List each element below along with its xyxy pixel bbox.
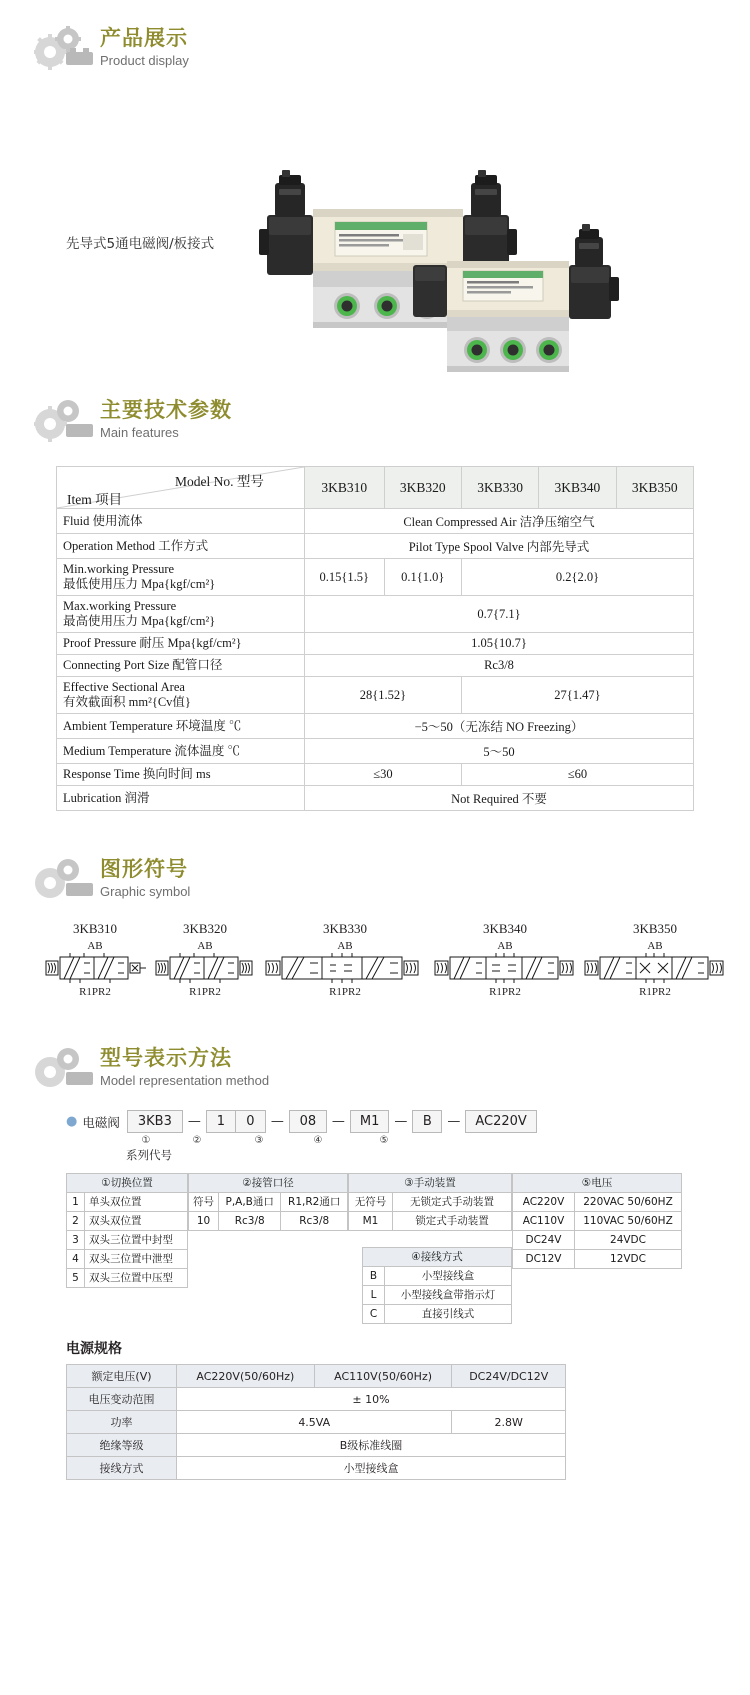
row-value: 小型接线盒	[177, 1457, 566, 1480]
bullet-icon: ●	[66, 1114, 78, 1129]
table-row	[513, 1212, 682, 1231]
table-row	[67, 1193, 188, 1212]
gear-icon	[34, 398, 96, 444]
cell-desc: R1,R2通口	[281, 1193, 348, 1212]
marker-5: ⑤	[379, 1135, 389, 1146]
row-value: 4.5VA	[177, 1411, 452, 1434]
cell-desc: 双头三位置中封型	[85, 1231, 188, 1250]
row-value: 2.8W	[452, 1411, 566, 1434]
solenoid-valve-photo	[235, 167, 635, 392]
row-label: Proof Pressure 耐压 Mpa{kgf/cm²}	[57, 633, 305, 655]
cell-code: 4	[67, 1250, 85, 1269]
table-row	[67, 1212, 188, 1231]
table-corner-cell	[57, 467, 305, 509]
section-header-main-features	[0, 398, 750, 444]
table-row	[67, 1434, 566, 1457]
graphic-symbol-row	[0, 913, 750, 998]
row-value: 0.15{1.5}	[305, 559, 385, 596]
power-header-3: DC24V/DC12V	[452, 1365, 566, 1388]
section-title-en: Product display	[100, 53, 189, 68]
cell-code: AC110V	[513, 1212, 575, 1231]
table-row	[57, 534, 694, 559]
section-title-en: Graphic symbol	[100, 884, 191, 899]
option-table-switch-position	[66, 1173, 188, 1288]
row-value: B级标准线圈	[177, 1434, 566, 1457]
option-col-port-size	[188, 1173, 348, 1231]
table-row	[513, 1250, 682, 1269]
dash-separator: —	[270, 1114, 284, 1129]
marker-3: ③	[254, 1135, 264, 1146]
table-row	[67, 1231, 188, 1250]
cell-code: 2	[67, 1212, 85, 1231]
table-row	[57, 764, 694, 786]
cell-desc: 双头三位置中压型	[85, 1269, 188, 1288]
section-title-cn: 产品展示	[100, 26, 188, 50]
table-header-row	[67, 1174, 188, 1193]
table-row	[57, 655, 694, 677]
cell-code: 3	[67, 1231, 85, 1250]
row-value: Pilot Type Spool Valve 内部先导式	[305, 534, 694, 559]
symbol-model-name: 3KB350	[632, 921, 678, 936]
code-part-2: 0	[236, 1110, 266, 1133]
cell-code: L	[363, 1286, 385, 1305]
symbol-model-name: 3KB340	[482, 921, 528, 936]
gear-icon	[34, 857, 96, 903]
row-label: Connecting Port Size 配管口径	[57, 655, 305, 677]
table-row	[67, 1411, 566, 1434]
dash-separator: —	[331, 1114, 345, 1129]
corner-item-label: Item 项目	[67, 492, 123, 507]
row-value: 5～50	[305, 739, 694, 764]
gear-decoration-icon	[34, 398, 96, 444]
cell-code: DC24V	[513, 1231, 575, 1250]
symbol-port-bottom: R1PR2	[329, 986, 361, 998]
code-part-5: B	[412, 1110, 442, 1133]
cell-code: 符号	[189, 1193, 219, 1212]
model-code-area	[0, 1110, 750, 1480]
section-header-product-display	[0, 26, 750, 72]
row-label: 绝缘等级	[67, 1434, 177, 1457]
symbol-diagram-3kb320	[150, 953, 260, 985]
symbol-port-top: AB	[497, 940, 513, 952]
symbol-port-bottom: R1PR2	[489, 986, 521, 998]
model-header-1: 3KB320	[384, 467, 461, 509]
row-value: −5～50（无冻结 NO Freezing）	[305, 714, 694, 739]
table-row	[363, 1305, 512, 1324]
table-row	[67, 1269, 188, 1288]
gear-decoration-icon	[34, 26, 96, 72]
option-col-manual	[348, 1173, 512, 1324]
symbol-model-name: 3KB310	[72, 921, 118, 936]
option-table-port-size	[188, 1173, 348, 1231]
gear-icon	[34, 1046, 96, 1092]
product-display-area	[0, 72, 750, 372]
cell-code: 10	[189, 1212, 219, 1231]
section-header-graphic-symbol	[0, 857, 750, 903]
spec-table-wrapper	[0, 466, 750, 811]
power-header-2: AC110V(50/60Hz)	[314, 1365, 452, 1388]
row-value: 28{1.52}	[305, 677, 462, 714]
row-label: 功率	[67, 1411, 177, 1434]
row-value: 27{1.47}	[461, 677, 693, 714]
symbol-port-top: AB	[87, 940, 103, 952]
specification-table	[56, 466, 694, 811]
model-header-3: 3KB340	[539, 467, 616, 509]
section-title-en: Model representation method	[100, 1073, 270, 1088]
symbol-port-top: AB	[337, 940, 353, 952]
row-label-cn: 有效截面积 mm²{Cv值}	[63, 695, 191, 709]
symbol-port-bottom: R1PR2	[79, 986, 111, 998]
cell-code: DC12V	[513, 1250, 575, 1269]
gear-decoration-icon	[34, 1046, 96, 1092]
cell-desc: 双头双位置	[85, 1212, 188, 1231]
marker-2: ②	[192, 1135, 202, 1146]
table-row	[349, 1193, 512, 1212]
power-header-0: 额定电压(V)	[67, 1365, 177, 1388]
symbol-port-bottom: R1PR2	[189, 986, 221, 998]
table-row	[67, 1388, 566, 1411]
option-header: ②接管口径	[189, 1174, 348, 1193]
row-label: Response Time 换向时间 ms	[57, 764, 305, 786]
option-header: ①切换位置	[67, 1174, 188, 1193]
symbol-diagram-3kb350	[580, 953, 730, 985]
option-table-voltage	[512, 1173, 682, 1269]
symbol-item	[260, 921, 430, 998]
cell-desc: 直接引线式	[385, 1305, 512, 1324]
option-tables-row	[66, 1173, 684, 1324]
cell-code: B	[363, 1267, 385, 1286]
row-label	[57, 596, 305, 633]
section-title-cn: 主要技术参数	[100, 398, 232, 422]
code-base-box: 3KB3	[127, 1110, 183, 1133]
table-row	[513, 1231, 682, 1250]
code-part-3: 08	[289, 1110, 327, 1133]
row-label-en: Min.working Pressure	[63, 562, 175, 576]
row-label-en: Max.working Pressure	[63, 599, 177, 613]
cell-desc: 锁定式手动装置	[393, 1212, 512, 1231]
dash-separator: —	[447, 1114, 461, 1129]
option-header: ⑤电压	[513, 1174, 682, 1193]
product-caption: 先导式5通电磁阀/板接式	[66, 236, 215, 252]
symbol-port-bottom: R1PR2	[639, 986, 671, 998]
symbol-item	[580, 921, 730, 998]
datasheet-page	[0, 26, 750, 1520]
code-part-6: AC220V	[465, 1110, 536, 1133]
symbol-diagram-3kb330	[260, 953, 430, 985]
symbol-port-top: AB	[197, 940, 213, 952]
symbol-model-name: 3KB320	[182, 921, 228, 936]
row-label: 电压变动范围	[67, 1388, 177, 1411]
cell-code: M1	[349, 1212, 393, 1231]
cell-desc: 110VAC 50/60HZ	[575, 1212, 682, 1231]
row-label: 接线方式	[67, 1457, 177, 1480]
series-code-note: 系列代号	[126, 1148, 172, 1162]
row-value: 0.1{1.0}	[384, 559, 461, 596]
symbol-item	[40, 921, 150, 998]
model-header-2: 3KB330	[461, 467, 538, 509]
marker-4: ④	[313, 1135, 323, 1146]
table-header-row	[513, 1174, 682, 1193]
table-header-row	[57, 467, 694, 509]
cell-desc: 双头三位置中泄型	[85, 1250, 188, 1269]
cell-code: 1	[67, 1193, 85, 1212]
gear-decoration-icon	[34, 857, 96, 903]
row-value: ≤60	[461, 764, 693, 786]
option-table-manual	[348, 1173, 512, 1231]
row-label: Ambient Temperature 环境温度 ℃	[57, 714, 305, 739]
row-value: 0.2{2.0}	[461, 559, 693, 596]
cell-desc: 小型接线盒带指示灯	[385, 1286, 512, 1305]
table-row	[57, 559, 694, 596]
row-label: Medium Temperature 流体温度 ℃	[57, 739, 305, 764]
row-label-cn: 最低使用压力 Mpa{kgf/cm²}	[63, 577, 216, 591]
section-title-en: Main features	[100, 425, 179, 440]
section-title-cn: 型号表示方法	[100, 1046, 232, 1070]
row-label-cn: 最高使用压力 Mpa{kgf/cm²}	[63, 614, 216, 628]
option-header: ③手动装置	[349, 1174, 512, 1193]
section-header-model-representation	[0, 1046, 750, 1092]
row-value: 1.05{10.7}	[305, 633, 694, 655]
dash-separator: —	[394, 1114, 408, 1129]
table-header-row	[67, 1365, 566, 1388]
table-header-row	[189, 1174, 348, 1193]
model-header-4: 3KB350	[616, 467, 693, 509]
cell-desc: 无锁定式手动装置	[393, 1193, 512, 1212]
code-part-4: M1	[350, 1110, 390, 1133]
cell-code: 无符号	[349, 1193, 393, 1212]
table-row	[57, 714, 694, 739]
symbol-item	[430, 921, 580, 998]
cell-desc: 220VAC 50/60HZ	[575, 1193, 682, 1212]
dash-separator: —	[187, 1114, 201, 1129]
corner-model-label: Model No. 型号	[175, 474, 264, 489]
cell-code: 5	[67, 1269, 85, 1288]
table-row	[57, 739, 694, 764]
model-code-label: 电磁阀	[82, 1114, 120, 1130]
table-row	[57, 509, 694, 534]
cell-code: C	[363, 1305, 385, 1324]
model-header-0: 3KB310	[305, 467, 385, 509]
cell-desc: 24VDC	[575, 1231, 682, 1250]
row-value: 0.7{7.1}	[305, 596, 694, 633]
table-row	[513, 1193, 682, 1212]
table-header-row	[349, 1174, 512, 1193]
row-label: Fluid 使用流体	[57, 509, 305, 534]
symbol-port-top: AB	[647, 940, 663, 952]
cell-desc: 单头双位置	[85, 1193, 188, 1212]
table-row	[189, 1193, 348, 1212]
row-value: Clean Compressed Air 洁净压缩空气	[305, 509, 694, 534]
row-label	[57, 559, 305, 596]
symbol-item	[150, 921, 260, 998]
gear-icon	[34, 26, 96, 72]
cell-desc: Rc3/8	[219, 1212, 281, 1231]
row-label: Lubrication 润滑	[57, 786, 305, 811]
table-row	[67, 1457, 566, 1480]
row-value: ≤30	[305, 764, 462, 786]
row-value: ± 10%	[177, 1388, 566, 1411]
table-row	[57, 596, 694, 633]
power-spec-title: 电源规格	[66, 1341, 122, 1357]
table-row	[363, 1286, 512, 1305]
table-row	[363, 1267, 512, 1286]
row-label: Operation Method 工作方式	[57, 534, 305, 559]
table-row	[57, 786, 694, 811]
code-part-1: 1	[206, 1110, 236, 1133]
row-value: Not Required 不要	[305, 786, 694, 811]
power-header-1: AC220V(50/60Hz)	[177, 1365, 315, 1388]
cell-desc: 12VDC	[575, 1250, 682, 1269]
symbol-model-name: 3KB330	[322, 921, 368, 936]
table-row	[349, 1212, 512, 1231]
model-code-row	[66, 1110, 684, 1133]
table-header-row	[363, 1248, 512, 1267]
cell-desc: Rc3/8	[281, 1212, 348, 1231]
power-spec-table	[66, 1364, 566, 1480]
row-value: Rc3/8	[305, 655, 694, 677]
cell-desc: 小型接线盒	[385, 1267, 512, 1286]
row-label	[57, 677, 305, 714]
option-header: ④接线方式	[363, 1248, 512, 1267]
symbol-diagram-3kb310	[40, 953, 150, 985]
row-label-en: Effective Sectional Area	[63, 680, 185, 694]
model-code-markers	[66, 1135, 684, 1146]
cell-code: AC220V	[513, 1193, 575, 1212]
table-row	[57, 677, 694, 714]
table-row	[67, 1250, 188, 1269]
cell-desc: P,A,B通口	[219, 1193, 281, 1212]
section-title-cn: 图形符号	[100, 857, 188, 881]
marker-1: ①	[141, 1135, 151, 1146]
table-row	[189, 1212, 348, 1231]
option-table-wiring	[362, 1247, 512, 1324]
table-row	[57, 633, 694, 655]
symbol-diagram-3kb340	[430, 953, 580, 985]
